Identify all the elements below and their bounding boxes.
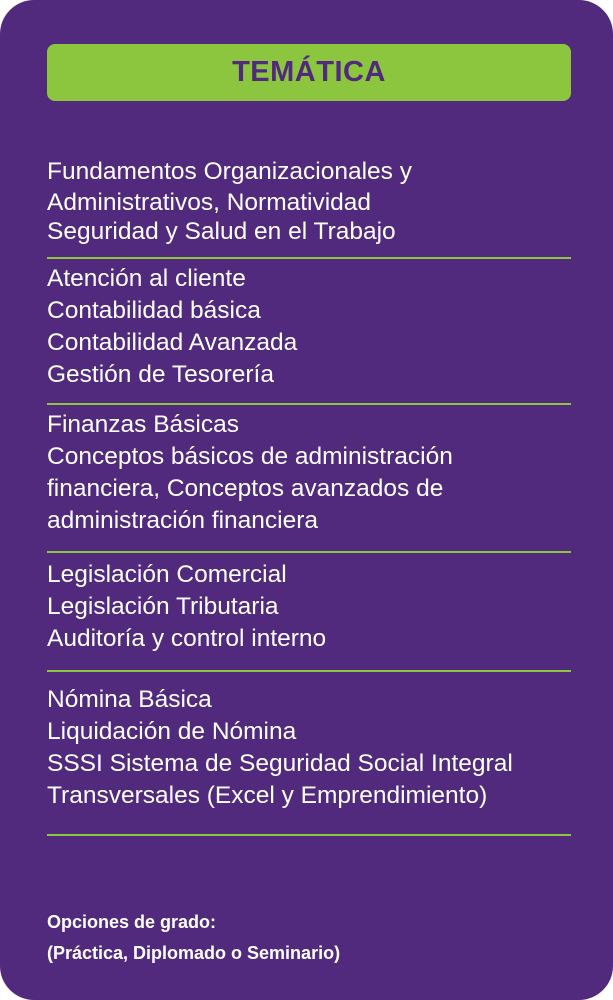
topic-group-5 [47,684,613,812]
topic-line: Nómina Básica [47,686,212,713]
topic-group-1 [47,156,613,246]
topic-line: Fundamentos Organizacionales y [47,158,412,185]
topic-line: Contabilidad básica [47,297,261,324]
section-divider [47,670,571,672]
topic-group-3 [47,409,613,537]
degree-options-title: Opciones de grado: [47,912,217,932]
topic-line: Conceptos básicos de administración [47,443,453,470]
topic-line: Liquidación de Nómina [47,718,297,745]
header-title: TEMÁTICA [232,56,386,88]
topic-line: Auditoría y control interno [47,625,327,652]
degree-options-list: (Práctica, Diplomado o Seminario) [47,943,341,963]
topic-line: Administrativos, Normatividad [47,189,372,216]
section-divider [47,551,571,553]
topic-line: Legislación Comercial [47,561,287,588]
topic-line: Seguridad y Salud en el Trabajo [47,218,396,245]
topic-line: administración financiera [47,507,318,534]
section-divider [47,834,571,836]
topic-line: Gestión de Tesorería [47,361,274,388]
section-divider [47,403,571,405]
topic-line: financiera, Conceptos avanzados de [47,475,444,502]
degree-options-footer [47,907,567,969]
topic-line: Atención al cliente [47,265,246,292]
topic-line: Finanzas Básicas [47,411,240,438]
topic-line: Transversales (Excel y Emprendimiento) [47,782,488,809]
topic-line: Contabilidad Avanzada [47,329,298,356]
topic-group-2 [47,263,613,391]
section-divider [47,257,571,259]
header-bar [47,44,571,101]
topic-line: SSSI Sistema de Seguridad Social Integral [47,750,513,777]
topic-line: Legislación Tributaria [47,593,279,620]
topic-group-4 [47,559,613,655]
